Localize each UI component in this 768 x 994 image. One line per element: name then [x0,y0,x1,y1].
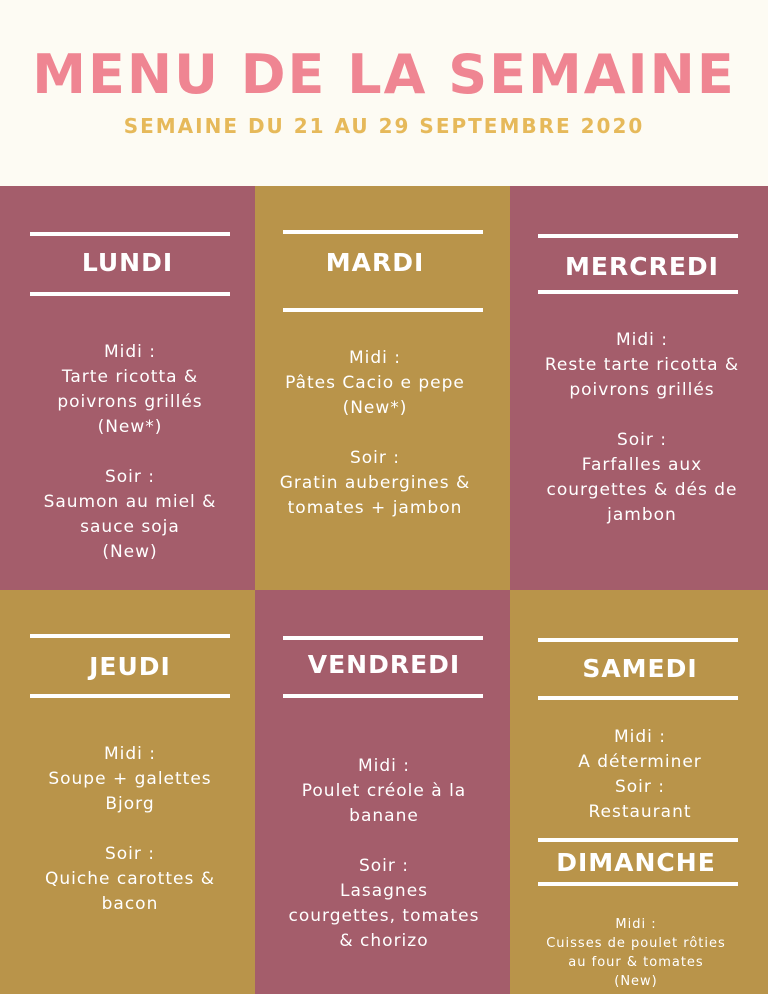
meals-lundi [0,340,255,565]
soir-label: Soir : [358,856,410,876]
header [0,0,768,186]
soir-label: Soir : [104,844,156,864]
midi-line: Pâtes Cacio e pepe [285,373,465,393]
day-title-mardi: MARDI [325,248,425,277]
day-card-mardi [255,186,510,590]
day-card-mercredi [510,186,768,590]
midi-line: banane [349,806,419,826]
soir-label: Soir : [616,430,668,450]
midi-line: au four & tomates [568,955,704,970]
midi-label: Midi : [615,917,657,932]
divider-bottom [30,694,230,698]
meals-mardi [255,346,495,521]
day-title-dimanche: DIMANCHE [556,848,716,877]
day-title-vendredi: VENDREDI [307,650,461,679]
soir-line: & chorizo [339,931,429,951]
meals-samedi [510,725,768,825]
soir-label: Soir : [614,777,666,797]
midi-line: A déterminer [578,752,702,772]
page-subtitle: SEMAINE DU 21 AU 29 SEPTEMBRE 2020 [123,114,645,138]
midi-line: Tarte ricotta & [61,367,199,387]
midi-label: Midi : [357,756,411,776]
meals-mercredi [510,328,768,528]
soir-line: Quiche carottes & [45,869,215,889]
page-title: MENU DE LA SEMAINE [32,43,736,106]
day-title-samedi: SAMEDI [582,654,698,683]
divider-top [30,232,230,236]
midi-line: poivrons grillés [569,380,715,400]
soir-label: Soir : [349,448,401,468]
soir-line: Restaurant [588,802,692,822]
soir-line: Gratin aubergines & [279,473,471,493]
day-card-jeudi [0,590,255,994]
divider-bottom [283,308,483,312]
meals-vendredi [255,754,510,954]
soir-line: jambon [607,505,677,525]
midi-line: (New*) [342,398,408,418]
day-title-mercredi: MERCREDI [565,252,719,281]
divider-top [538,838,738,842]
soir-line: Farfalles aux [581,455,703,475]
divider-top [30,634,230,638]
soir-line: Lasagnes [339,881,429,901]
midi-line: poivrons grillés [57,392,203,412]
soir-line: sauce soja [80,517,180,537]
soir-line: tomates + jambon [287,498,463,518]
midi-label: Midi : [103,744,157,764]
day-card-lundi [0,186,255,590]
day-card-weekend [510,590,768,994]
midi-line: Reste tarte ricotta & [544,355,740,375]
soir-line: courgettes & dés de [546,480,738,500]
midi-line: (New) [614,974,658,989]
divider-top [538,638,738,642]
midi-label: Midi : [103,342,157,362]
day-title-lundi: LUNDI [81,248,174,277]
divider-bottom [538,290,738,294]
soir-line: courgettes, tomates [288,906,480,926]
midi-label: Midi : [613,727,667,747]
divider-bottom [30,292,230,296]
soir-line: (New) [102,542,158,562]
meals-jeudi [0,742,255,917]
midi-line: (New*) [97,417,163,437]
divider-top [283,230,483,234]
divider-top [538,234,738,238]
meals-dimanche [510,915,762,991]
midi-label: Midi : [615,330,669,350]
day-title-jeudi: JEUDI [89,652,171,681]
divider-bottom [538,696,738,700]
divider-bottom [538,882,738,886]
midi-line: Soupe + galettes [48,769,212,789]
midi-line: Cuisses de poulet rôties [546,936,726,951]
soir-label: Soir : [104,467,156,487]
divider-bottom [283,694,483,698]
soir-line: bacon [101,894,159,914]
soir-line: Saumon au miel & [43,492,217,512]
midi-line: Poulet créole à la [301,781,467,801]
day-card-vendredi [255,590,510,994]
divider-top [283,636,483,640]
midi-line: Bjorg [105,794,155,814]
midi-label: Midi : [348,348,402,368]
